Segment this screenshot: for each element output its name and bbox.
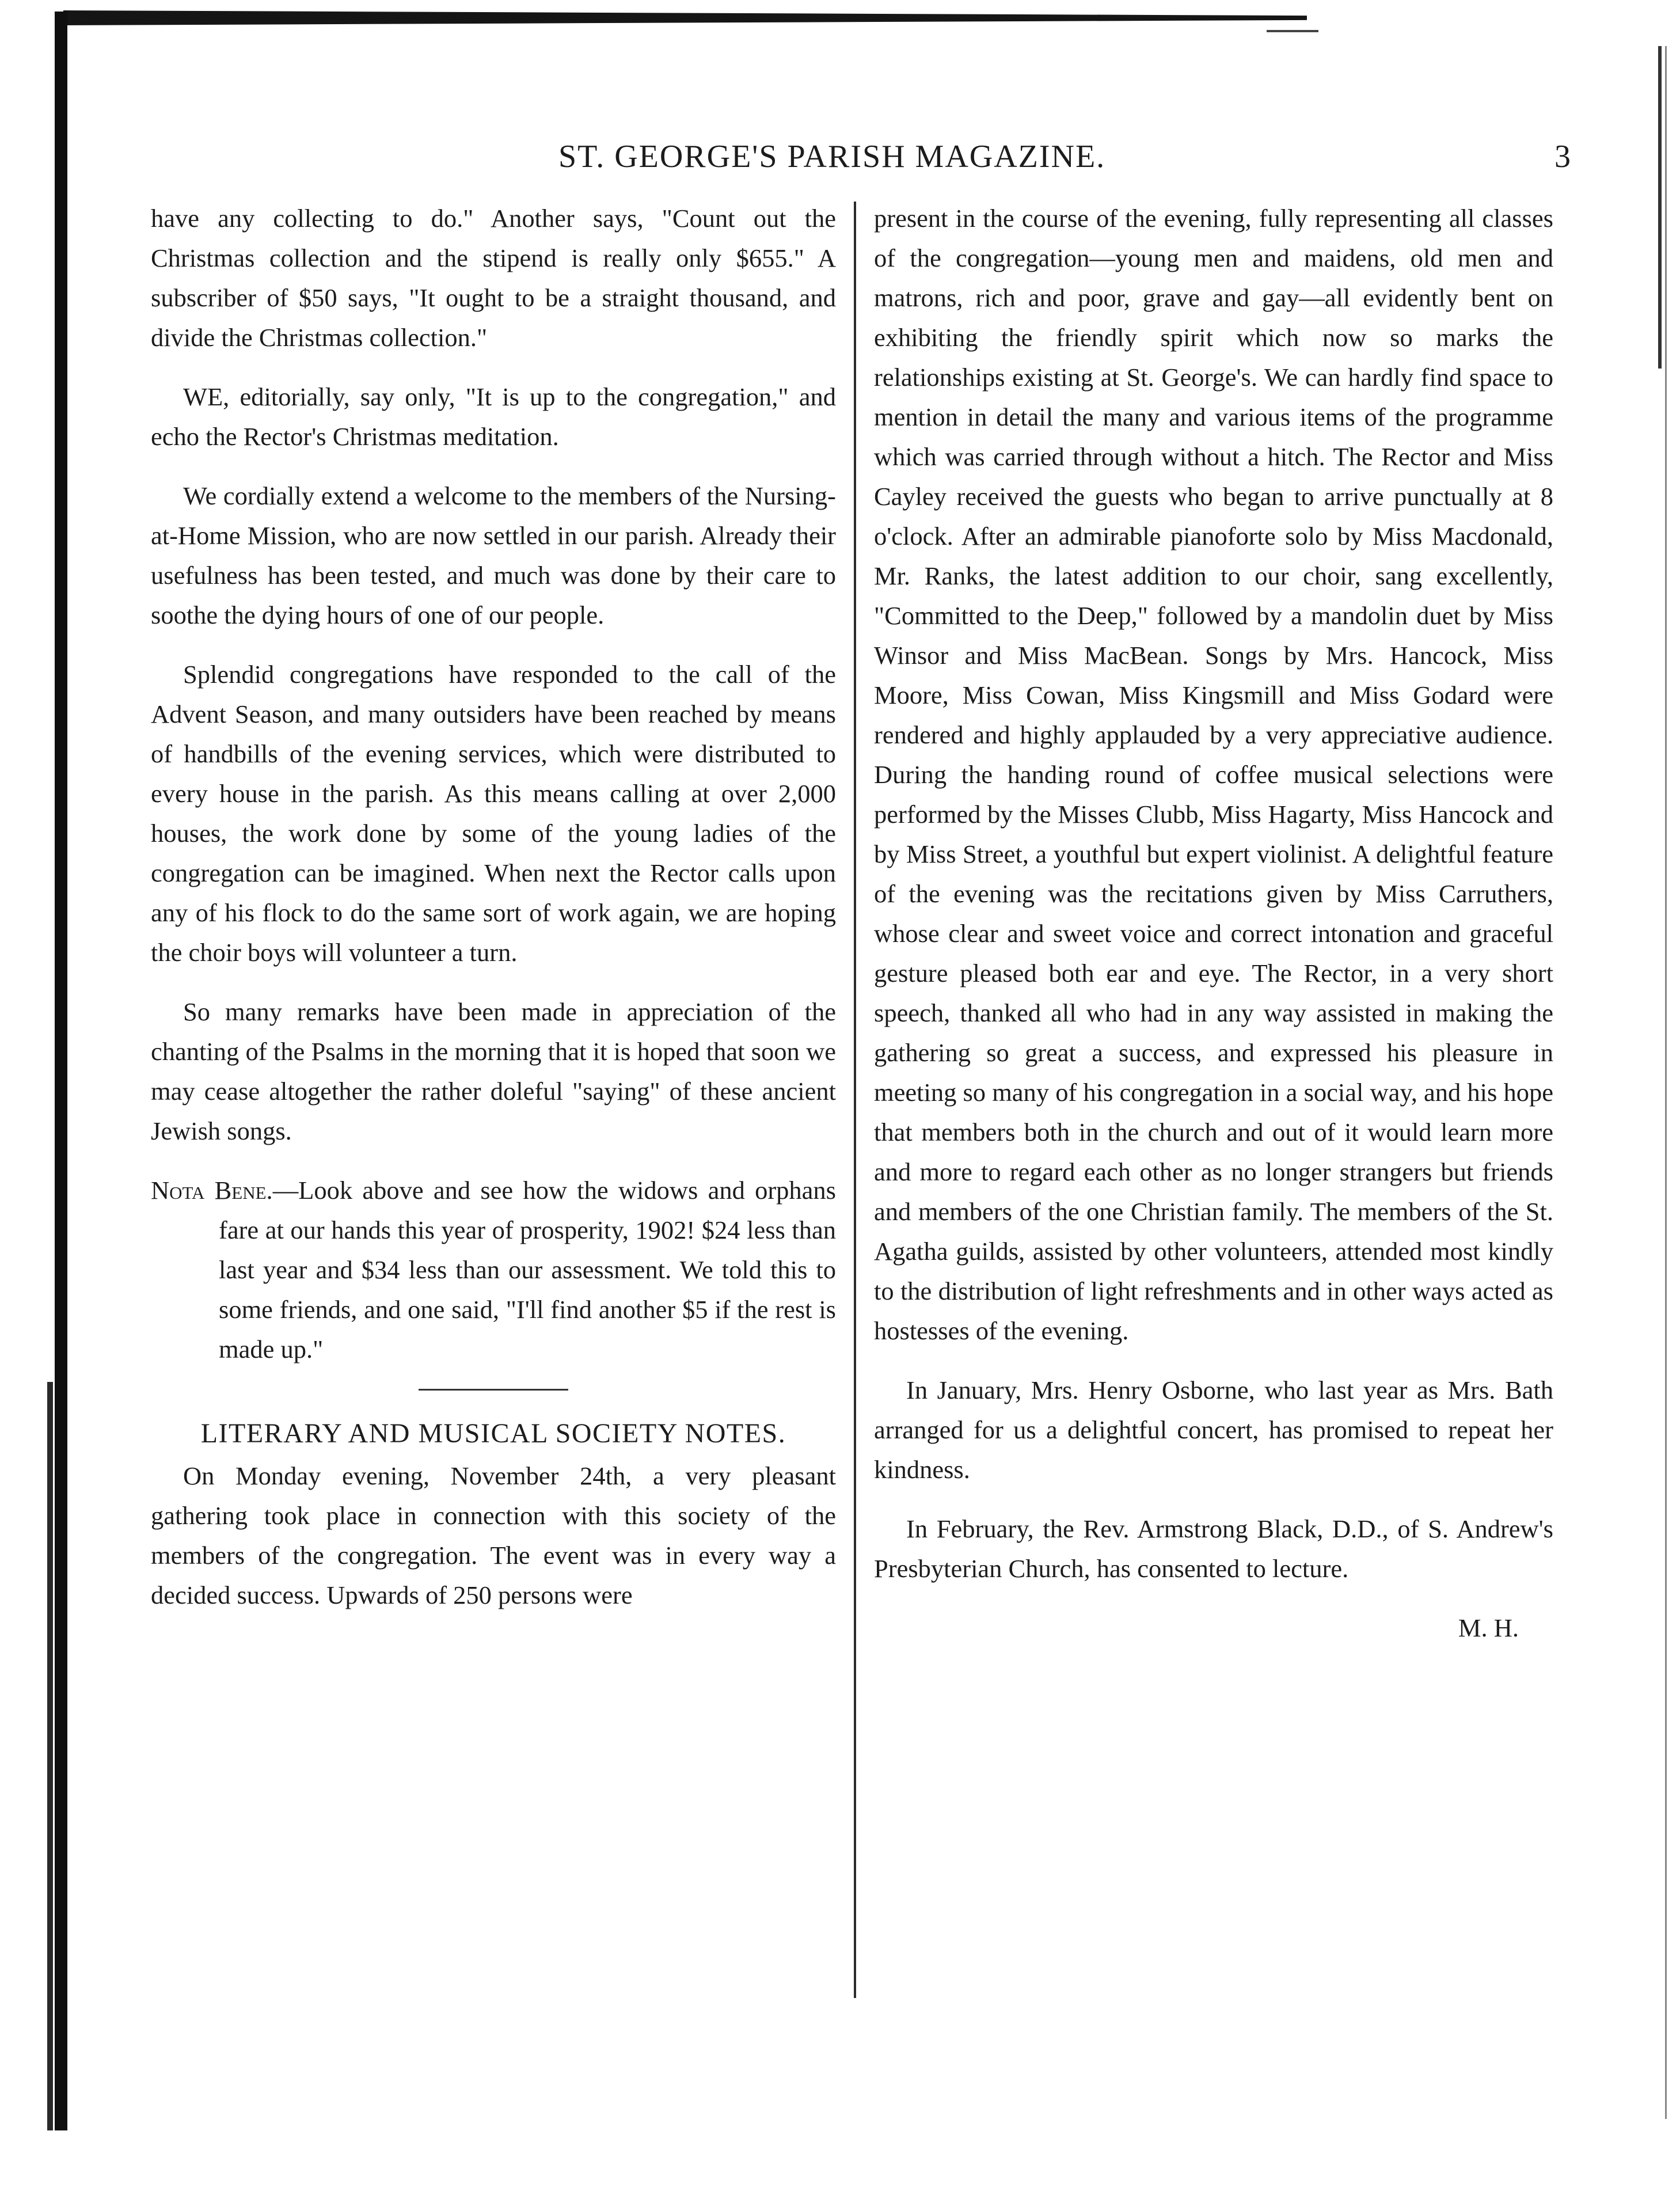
section-divider: [419, 1389, 568, 1391]
nota-bene-text: —Look above and see how the widows and orphans fare at our hands this year of prosperity, 1902! $24 less than last year and $34 less than our assessment. We told this to some friends, and one said, "I'll find another $5 if the rest is made up.": [219, 1176, 836, 1363]
signature-line: [874, 1608, 1553, 1648]
closing-paragraph-text: In February, the Rev. Armstrong Black, D.D., of S. Andrew's Presbyterian Church, has consented to lecture.: [874, 1514, 1553, 1583]
paragraph: present in the course of the evening, fully representing all classes of the congregation—young men and maidens, old men and matrons, rich and poor, grave and gay—all evidently bent on exhibiting the friendly spirit which now so marks the relationships existing at St. George's. We can hardly find space to mention in detail the many and various items of the programme which was carried through without a hitch. The Rector and Miss Cayley received the guests who began to arrive punctually at 8 o'clock. After an admirable pianoforte solo by Miss Macdonald, Mr. Ranks, the latest addition to our choir, sang excellently, "Committed to the Deep," followed by a mandolin duet by Miss Winsor and Miss MacBean. Songs by Mrs. Hancock, Miss Moore, Miss Cowan, Miss Kingsmill and Miss Godard were rendered and highly applauded by a very appreciative audience. During the handing round of coffee musical selections were performed by the Misses Clubb, Miss Hagarty, Miss Hancock and by Miss Street, a youthful but expert violinist. A delightful feature of the evening was the recitations given by Miss Carruthers, whose clear and sweet voice and correct intonation and graceful gesture pleased both ear and eye. The Rector, in a very short speech, thanked all who had in any way assisted in making the gathering so great a success, and expressed his pleasure in meeting so many of his congregation in a social way, and his hope that members both in the church and out of it would learn more and more to regard each other as no longer strangers but friends and members of the one Christian family. The members of the St. Agatha guilds, assisted by other volunteers, attended most kindly to the distribution of light refreshments and in other ways acted as hostesses of the evening.: [874, 204, 1553, 1345]
binding-edge: [55, 12, 67, 2130]
signature-initials: M. H.: [1458, 1613, 1519, 1642]
paragraph: [874, 1509, 1553, 1589]
nota-bene-note: [151, 1171, 836, 1369]
paragraph: On Monday evening, November 24th, a very pleasant gathering took place in connection with this society of the members of the congregation. The event was in every way a decided success. Upwards of 250 persons were: [151, 1461, 836, 1609]
left-column: [151, 199, 836, 1635]
page-number: 3: [1554, 139, 1572, 174]
paragraph: We cordially extend a welcome to the members of the Nursing-at-Home Mission, who are now settled in our parish. Already their usefulness has been tested, and much was done by their care to soothe the dying hours of one of our people.: [151, 481, 836, 629]
binding-edge-shadow: [47, 1382, 53, 2130]
right-column: [874, 199, 1553, 1648]
right-page-edge: [1658, 46, 1662, 369]
page-top-rule-tail: [1267, 30, 1318, 32]
section-heading: LITERARY AND MUSICAL SOCIETY NOTES.: [200, 1418, 786, 1449]
running-header: [173, 138, 1572, 184]
right-page-edge-faint: [1665, 46, 1667, 2119]
paragraph: have any collecting to do." Another says, "Count out the Christmas collection and the stipend is really only $655." A subscriber of $50 says, "It ought to be a straight thousand, and divide the Christmas collection.": [151, 204, 836, 352]
paragraph: WE, editorially, say only, "It is up to the congregation," and echo the Rector's Christmas meditation.: [151, 382, 836, 451]
column-divider: [854, 202, 856, 1998]
paragraph: So many remarks have been made in appreciation of the chanting of the Psalms in the morning that it is hoped that soon we may cease altogether the rather doleful "saying" of these ancient Jewish songs.: [151, 997, 836, 1145]
page-top-rule: [63, 10, 1307, 25]
paragraph: Splendid congregations have responded to the call of the Advent Season, and many outsiders have been reached by means of handbills of the evening services, which were distributed to every house in the parish. As this means calling at over 2,000 houses, the work done by some of the young ladies of the congregation can be imagined. When next the Rector calls upon any of his flock to do the same sort of work again, we are hoping the choir boys will volunteer a turn.: [151, 660, 836, 967]
magazine-title: ST. GEORGE'S PARISH MAGAZINE.: [558, 139, 1106, 174]
paragraph: In January, Mrs. Henry Osborne, who last year as Mrs. Bath arranged for us a delightful concert, has promised to repeat her kindness.: [874, 1376, 1553, 1484]
nota-bene-label: Nota Bene.: [151, 1176, 273, 1205]
